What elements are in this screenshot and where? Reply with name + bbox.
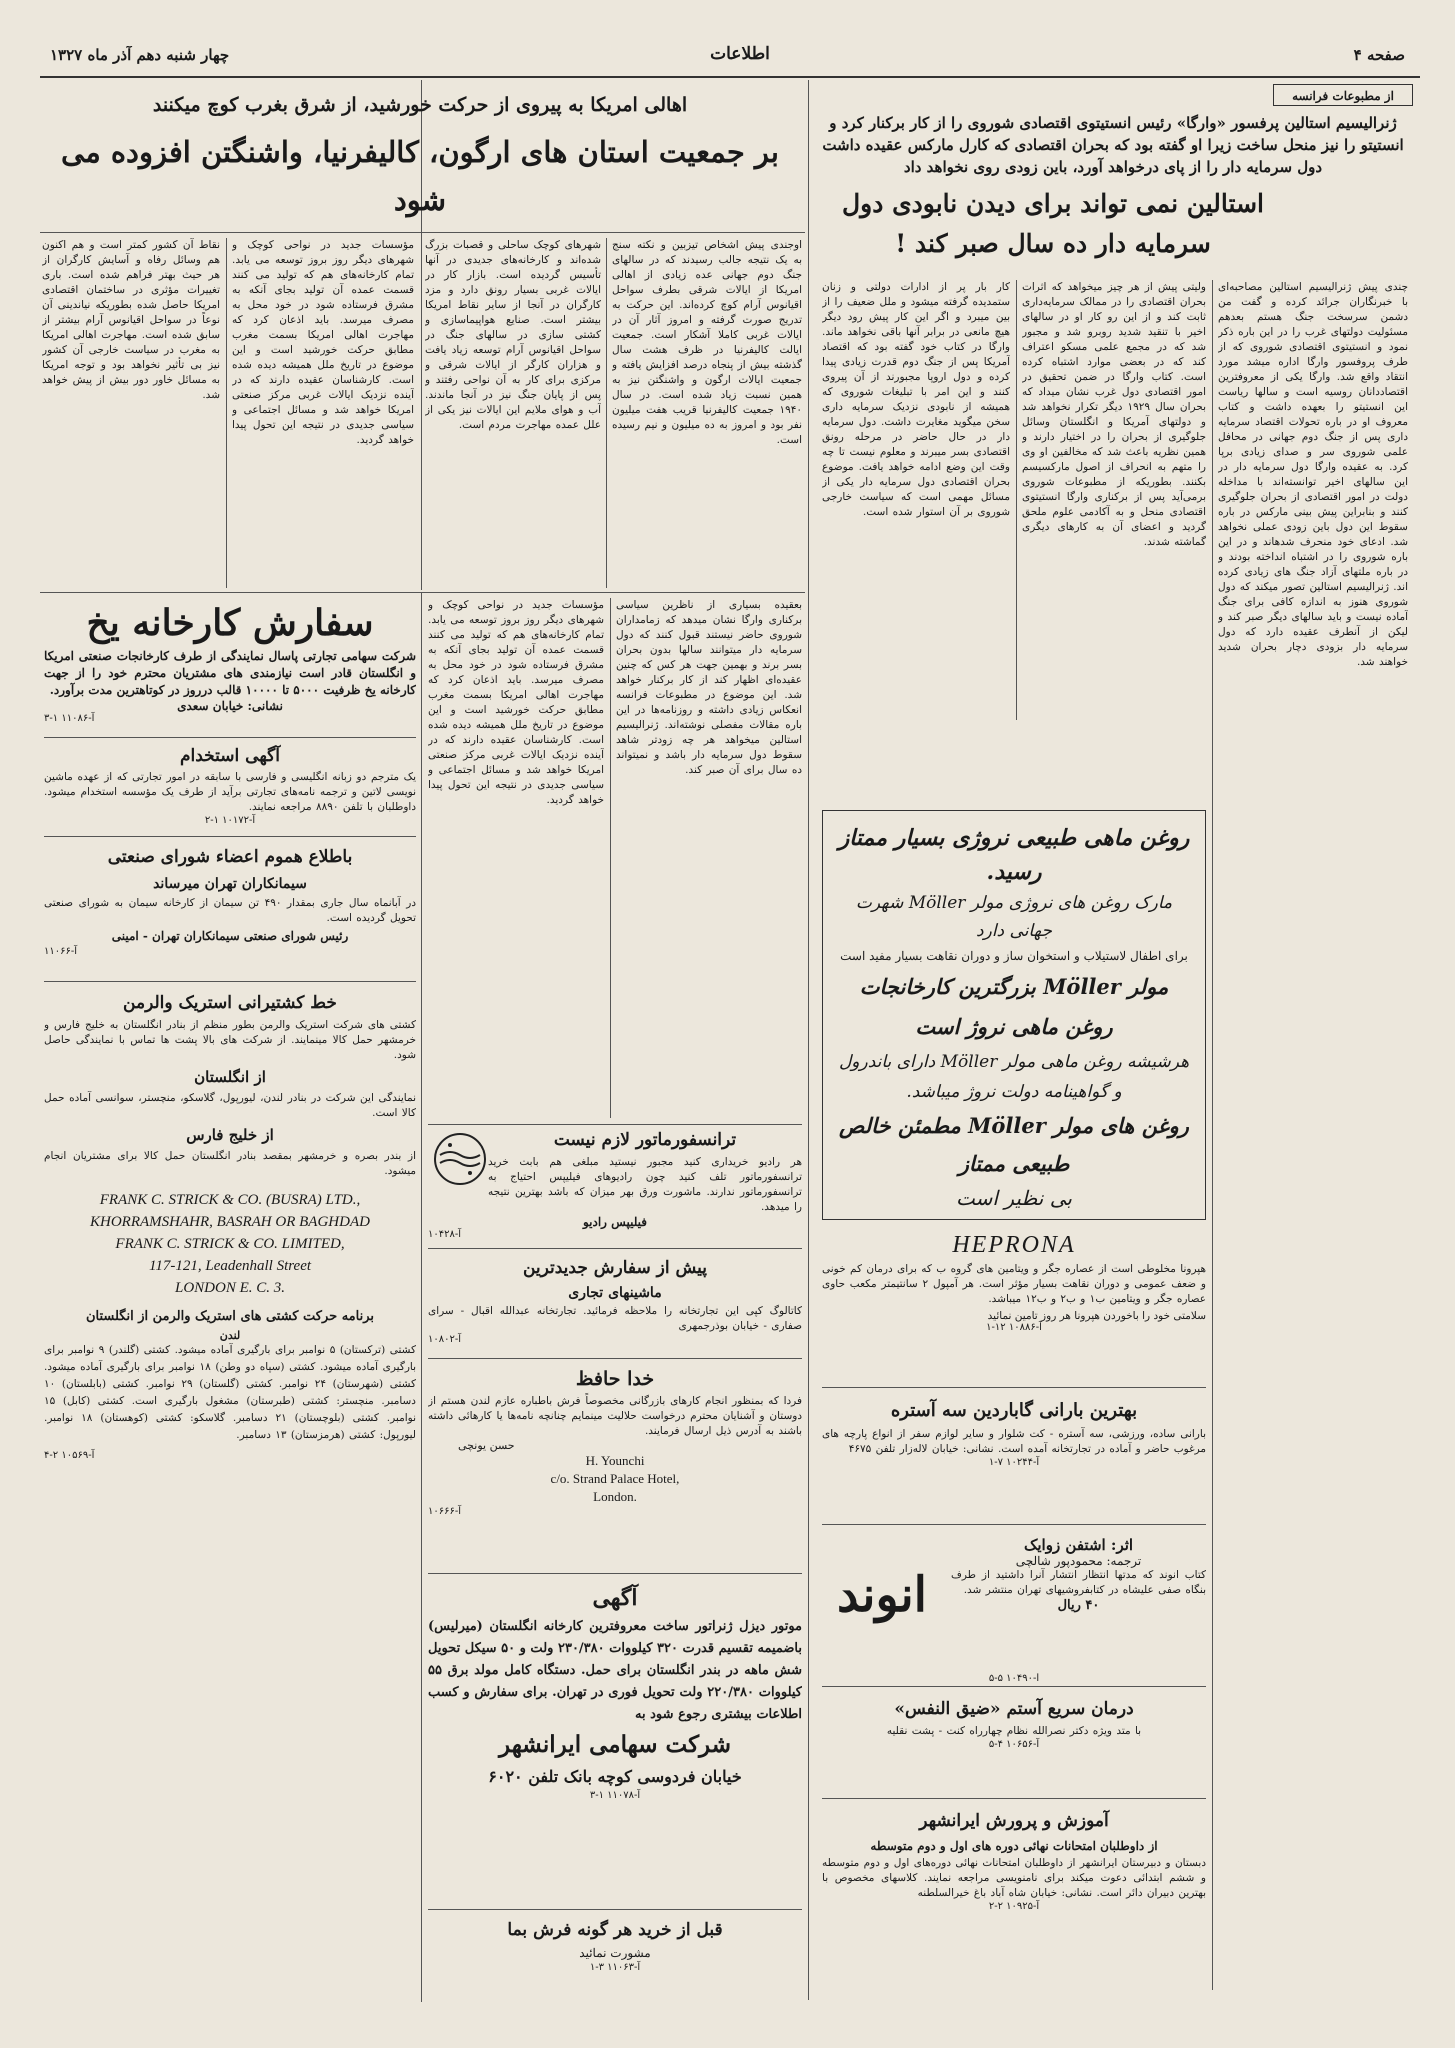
strick-en-4: 117-121, Leadenhall Street xyxy=(148,1258,312,1274)
moller-line-7: بی نظیر است xyxy=(956,1186,1072,1210)
typewriter-body: کاتالوگ کپی این تجارتخانه را ملاحظه فرمائید. تجارتخانه عبدالله اقبال - سرای صفاری - خیابان بوذرجمهری xyxy=(428,1305,802,1332)
cement-title: باطلاع هموم اعضاء شورای صنعتی xyxy=(107,847,353,867)
left-col-4: نقاط آن کشور کمتر است و هم اکنون هم وسائل رفاه و آسایش کارگران از هر حیث بهتر فراهم شده است. باری تغییرات مؤثری در ساختمان اقتصادی امریکا حاصل شده بطوریکه نیاندینی آن نوعاً در سواحل اقیانوس آرام بیشتر از سابق شده است. مهاجرت اهالی امریکا به مغرب در سیاست خارجی آن کشور نیز بی تأثیر نخواهد بود و توجه امریکا به مسائل خاور دور بیش از پیش خواهد شد. xyxy=(42,239,220,401)
farewell-title: خدا حافظ xyxy=(575,1368,655,1390)
transformer-title: ترانسفورماتور لازم نیست xyxy=(553,1130,737,1150)
typewriter-title: پیش از سفارش جدیدترین xyxy=(522,1258,708,1278)
right-col-1: چندی پیش ژنرالیسیم استالین مصاحبه‌ای با خبرنگاران جرائد کرده و گفت من دشمن سرسخت جنگ هستم بعدهم مسئولیت دولتهای غرب را در این باره ذکر نمود و انستیتوی اقتصادی شوروی که از طرف پروفسور وارگا اداره میشد مورد انتقاد واقع شد. وارگا یکی از معروفترین اقتصاددانان روسیه است و سالها ریاست این انستیتو را بعهده داشت و کتاب معروف او در باره تحولات اقتصاد سرمایه داری پس از جنگ دوم جهانی در محافل علمی شوروی سر و صدای زیادی برپا کرد. به عقیده وارگا دول سرمایه دار در این سالهای اخیر توانسته‌اند با مداخله دولت در امور اقتصادی از بحران جلوگیری کنند و بنابراین پیش بینی مارکس در باره سقوط این دول باین زودی عملی نخواهد شد. ادعای خود منحرف شدهاند و در این باره شوروی را در اشتباه انداخته بودند و در باره ملتهای آزاد جنگ های زیادی کرده اند. ژنرالیسیم استالین تصور میکند که دول شوروی هنوز به اندازه کافی برای جنگ آماده نیست و باید سالهای دیگر صبر کند و لیکن از آنطرف عقیده دارد که دول سرمایه دار بزودی دچار بحران شدید خواهند شد. xyxy=(1218,281,1408,668)
farewell-signature: حسن یونچی xyxy=(458,1439,515,1452)
ice-factory-body: شرکت سهامی تجارتی پاسال نمایندگی از طرف کارخانجات صنعتی امریکا و انگلستان قادر است نیازمندی های مشتریان محترم خود را از جهت کارخانه یخ ظرفیت ۵۰۰۰ تا ۱۰۰۰۰ قالب درروز در کوتاهترین مدت برآورد. xyxy=(44,649,416,697)
cement-ad xyxy=(44,842,416,982)
education-body: دبستان و دبیرستان ایرانشهر از داوطلبان امتحانات نهائی دوره‌های اول و دوم متوسطه و ششم ابتدائی دعوت میکند برای نامنویسی مراجعه نمایند. کلاسهای مخصوص با بهترین دبیران دائر است. نشانی: خیابان شاه آباد باغ خیرالسلطنه xyxy=(822,1857,1206,1899)
farewell-body: فردا که بمنظور انجام کارهای بازرگانی مخصوصاً فرش باطباره عازم لندن هستم از دوستان و آشنایان محترم درخواست حلالیت مینمایم چنانچه نامه‌ها یا کارهائی داشته باشند به آدرس ذیل ارسال فرمایند. xyxy=(428,1395,802,1437)
right-kicker: ژنرالیسیم استالین پرفسور «وارگا» رئیس انستیتوی اقتصادی شوروی را از کار برکنار کرد و انستیتو را نیز منحل ساخت زیرا او گفته بود که بحران اقتصادی که کارل مارکس عقیده داشت دول سرمایه دار را از پای درخواهد آورد، باین زودی روی نخواهد داد xyxy=(822,114,1404,176)
generator-company: شرکت سهامی ایرانشهر xyxy=(499,1731,731,1758)
strick-en-3: FRANK C. STRICK & CO. LIMITED, xyxy=(115,1236,345,1252)
strick-en-5: LONDON E. C. 3. xyxy=(174,1280,286,1296)
col-rule xyxy=(226,238,227,588)
book-author: اثر: اشتفن زوایک xyxy=(1023,1536,1134,1554)
moller-line-5: هرشیشه روغن ماهی مولر Möller دارای باندرول و گواهینامه دولت نروژ میباشد. xyxy=(838,1052,1190,1102)
generator-body: موتور دیزل ژنراتور ساخت معروفترین کارخانه انگلستان (میرلیس) باضمیمه تقسیم قدرت ۳۲۰ کیلووات ۲۳۰/۳۸۰ ولت و ۵۰ سیکل تحویل شش ماهه در بندر انگلستان برای حمل. دستگاه کامل مولد برق ۵۵ کیلووات ۲۲۰/۳۸۰ ولت تحویل فوری در تهران. برای سفارش و کسب اطلاعات بیشتری رجوع شود به xyxy=(428,1619,802,1722)
transformer-brand: فیلیپس رادیو xyxy=(582,1215,648,1229)
page-number: صفحه ۴ xyxy=(1353,46,1405,64)
education-ad xyxy=(822,1806,1206,1996)
carpet-ad xyxy=(428,1916,802,1996)
transformer-code: آ-۱۰۴۲۸ xyxy=(428,1229,462,1240)
farewell-english xyxy=(428,1452,802,1506)
strick-program-sub: لندن xyxy=(219,1329,241,1342)
book-price: ۴۰ ریال xyxy=(1057,1598,1100,1613)
farewell-en-3: London. xyxy=(593,1489,637,1504)
employment-code: آ-۱۰۱۷۲ ۱-۲ xyxy=(204,815,256,826)
education-title: آموزش و پرورش ایرانشهر xyxy=(919,1811,1109,1831)
philips-logo-icon xyxy=(432,1131,488,1187)
left-kicker: اهالی امریکا به پیروی از حرکت خورشید، از شرق بغرب کوچ میکنند xyxy=(152,94,688,116)
moller-footer xyxy=(833,1219,1195,1220)
heprona-body: هپرونا مخلوطی است از عصاره جگر و ویتامین های گروه ب که برای درمان کم خونی و ضعف عمومی و دوران نقاهت بسیار مؤثر است. هر آمپول ۲ سانتیمتر مکعب حاوی عصاره جگر و ویتامین ب۱ و ب۲ و ب۱۲ میباشد. xyxy=(822,1263,1206,1305)
employment-body: یک مترجم دو زبانه انگلیسی و فارسی با سابقه در امور تجارتی که از عهده ماشین نویسی لاتین و ترجمه نامه‌های تجارتی برآید از طرف یک مؤسسه استخدام میشود. داوطلبان با تلفن ۸۸۹۰ مراجعه نمایند. xyxy=(44,771,416,813)
transformer-ad xyxy=(428,1124,802,1249)
strick-england-body: نمایندگی این شرکت در بنادر لندن، لیورپول، گلاسکو، منچستر، سوانسی آماده حمل کالا است. xyxy=(44,1092,416,1119)
moller-line-3: برای اطفال لاستیلاب و استخوان ساز و دوران نقاهت بسیار مفید است xyxy=(840,949,1188,963)
left-col-3: مؤسسات جدید در نواحی کوچک و شهرهای دیگر روز بروز توسعه می یابد. تمام کارخانه‌های هم که تولید می کنند قسمت عمده آن تولید بجای آنکه به مشرق فرستاده شود در خود محل به مصرف میرسد. باید اذعان کرد که مهاجرت اهالی امریکا بسمت مغرب مطابق حرکت خورشید است و این موضوع در تاریخ ملل همیشه دیده شده است. کارشناسان عقیده دارند که در آینده نزدیک ایالات غربی مرکز صنعتی امریکا خواهد شد و مسائل اجتماعی و سیاسی جدیدی در نتیجه این تحول پیدا خواهد گردید. xyxy=(232,239,414,446)
asthma-ad xyxy=(822,1694,1206,1799)
right-section-label-wrap xyxy=(815,82,1415,110)
book-body: کتاب انوند که مدتها انتظار انتشار آنرا داشتید از طرف بنگاه صفی علیشاه در کتابفروشیهای تهران منتشر شد. xyxy=(951,1569,1206,1596)
strick-program-title: برنامه حرکت کشتی های استریک والرمن از انگلستان xyxy=(85,1309,375,1324)
farewell-en-1: H. Younchi xyxy=(585,1453,645,1468)
farewell-ad xyxy=(428,1364,802,1574)
col-rule xyxy=(1212,280,1213,1990)
moller-ad xyxy=(822,810,1206,1220)
ice-factory-ad xyxy=(44,598,416,738)
employment-title: آگهی استخدام xyxy=(180,746,280,766)
strick-english-address xyxy=(44,1189,416,1299)
strick-ad xyxy=(44,988,416,1993)
strick-en-1: FRANK C. STRICK & CO. (BUSRA) LTD., xyxy=(99,1192,361,1208)
generator-ad xyxy=(428,1580,802,1910)
moller-line-4: مولر Möller بزرگترین کارخانجات روغن ماهی نروژ است xyxy=(859,974,1169,1039)
left-headline: بر جمعیت استان های ارگون، کالیفرنیا، واشنگتن افزوده می شود xyxy=(61,135,779,217)
moller-line-6: روغن های مولر Möller مطمئن خالص طبیعی ممتاز xyxy=(839,1113,1189,1176)
book-brand: انوند xyxy=(836,1567,928,1623)
education-subtitle: از داوطلبان امتحانات نهائی دوره های اول و دوم متوسطه xyxy=(870,1839,1158,1853)
strick-title: خط کشتیرانی استریک والرمن xyxy=(123,993,337,1013)
heprona-footer: سلامتی خود را باخوردن هپرونا هر روز تامین نمائید xyxy=(987,1310,1206,1322)
gabardine-code: آ-۱۰۲۴۴ ۷-۱ xyxy=(988,1457,1040,1468)
masthead xyxy=(40,40,1415,72)
heprona-code: آ-۱۰۸۸۶ ۱۲-۱ xyxy=(986,1322,1042,1333)
asthma-body: با متد ویژه دکتر نصرالله نظام چهارراه کنت - پشت نقلیه xyxy=(886,1725,1142,1737)
section-rule xyxy=(40,592,805,593)
transformer-body: هر رادیو خریداری کنید مجبور نیستید مبلغی هم بابت خرید ترانسفورماتور تلف کنید چون رادیوهای فیلیپس احتیاج به ترانسفورماتور ندارند. ماشورت ورق بهر میزان که باشد بهترین نتیجه را میدهد. xyxy=(488,1156,802,1213)
right-col-3: کار بار پر از ادارات دولتی و زنان ستمدیده گرفته میشود و ملل ضعیف را از بین میبرد و اگر این کار پیش رود دیگر هیچ مانعی در برابر آنها باقی نخواهد ماند. وارگا در کتاب خود گفته بود که اقتصاد آمریکا پس از جنگ دوم قدرت زیادی پیدا کرده و دول اروپا مجبورند از آن پیروی کنند و این امر با تبلیغات شوروی که همیشه از نابودی نزدیک سرمایه داری سخن میگوید مغایرت داشت. دول سرمایه دار در حال حاضر در مرحله رونق اقتصادی بسر میبرند و معلوم نیست تا چه وقت این وضع ادامه خواهد یافت. موضوع بحران اقتصادی دول سرمایه دار یکی از مسائل مهمی است که سیاست خارجی شوروی بر آن استوار شده است. xyxy=(822,281,1010,518)
heprona-title: HEPRONA xyxy=(952,1232,1076,1258)
cement-body: در آبانماه سال جاری بمقدار ۴۹۰ تن سیمان از کارخانه سیمان به شورای صنعتی تحویل گردیده است. xyxy=(44,897,416,924)
moller-line-1: روغن ماهی طبیعی نروژی بسیار ممتاز رسید. xyxy=(838,825,1190,885)
farewell-code: آ-۱۰۶۶۶ xyxy=(428,1506,462,1517)
book-translator: ترجمه: محمودپور شالچی xyxy=(1015,1554,1142,1568)
cement-signature: رئیس شورای صنعتی سیمانکاران تهران - امینی xyxy=(111,929,349,943)
generator-address: خیابان فردوسی کوچه بانک تلفن ۶۰۲۰ xyxy=(488,1767,742,1786)
farewell-en-2: c/o. Strand Palace Hotel, xyxy=(550,1471,680,1486)
ice-factory-address: نشانی: خیابان سعدی xyxy=(177,699,283,713)
section-divider xyxy=(808,80,809,2000)
strick-code: آ-۱۰۵۶۹ ۲-۴ xyxy=(44,1450,95,1461)
typewriter-code: آ-۱۰۸۰۲ xyxy=(428,1334,462,1345)
typewriter-ad xyxy=(428,1254,802,1359)
carpet-title: قبل از خرید هر گونه فرش بما xyxy=(507,1920,723,1940)
strick-from-england: از انگلستان xyxy=(194,1068,266,1086)
right-col-2: ولیتی پیش از هر چیز میخواهد که اثرات بحران اقتصادی را در ممالک سرمایه‌داری ثابت کند و از این رو کار او در سالهای اخیر با تنقید شدید روبرو شد و مجبور شد که در مجمع علمی مسکو اعتراف کند که در بعضی موارد اشتباه کرده است. کتاب وارگا در ضمن تحقیق در امور اقتصادی دول غرب نشان میداد که بحران سال ۱۹۲۹ دیگر تکرار نخواهد شد و دولتهای آمریکا و انگلستان وسائل جلوگیری از بحران را در اختیار دارند و همین نظریه باعث شد که مخالفین او وی را متهم به انحراف از اصول مارکسیسم بکنند. بطوریکه از مطبوعات شوروی برمی‌آید پس از برکناری وارگا انستیتوی اقتصادی منحل و به آکادمی علوم ملحق گردید و اعضای آن به کارهای دیگری گماشته شدند. xyxy=(1022,281,1206,548)
left-col-1: اوجندی پیش اشخاص تیزبین و نکته سنج به یک نتیجه جالب رسیدند که در سالهای جنگ دوم جهانی عده زیادی از اهالی امریکا از ایالات شرقی بطرف سواحل اقیانوس آرام کوچ کرده‌اند. این حرکت به تدریج صورت گرفته و امروز آثار آن در ایالات غربی کاملا آشکار است. جمعیت ایالت کالیفرنیا در ظرف هشت سال گذشته بیش از پنجاه درصد افزایش یافته و جمعیت ایالات ارگون و واشنگتن نیز به همین نسبت زیاد شده است. در سال ۱۹۴۰ جمعیت کالیفرنیا قریب هفت میلیون نفر بود و امروز به ده میلیون و نیم رسیده است. xyxy=(612,239,802,446)
moller-line-2: مارک روغن های نروژی مولر Möller شهرت جهانی دارد xyxy=(855,893,1173,941)
col-rule xyxy=(606,238,607,588)
strick-body: کشتی های شرکت استریک والرمن بطور منظم از بنادر انگلستان به خلیج فارس و خرمشهر حمل کالا مینمایند. از شرکت های بالا پشت ها تماس با نمایندگی حاصل شود. xyxy=(44,1019,416,1061)
ice-factory-code: آ-۱۱۰۸۶ ۱-۳ xyxy=(44,713,95,724)
employment-ad xyxy=(44,742,416,837)
headline-rule xyxy=(40,232,805,233)
asthma-title: درمان سریع آستم «ضیق النفس» xyxy=(894,1699,1134,1719)
left-col-2: شهرهای کوچک ساحلی و قصبات بزرگ شده‌اند و کارخانه‌های جدیدی در آنها تأسیس گردیده است. بازار کار در ایالات غربی بسیار رونق دارد و مزد کارگران در آنجا از سایر نقاط امریکا بیشتر است. صنایع هواپیماسازی و کشتی سازی در سالهای جنگ در سواحل اقیانوس آرام توسعه زیاد یافت و هزاران کارگر از ایالات شرقی و مرکزی برای کار به آن نواحی رفتند و پس از پایان جنگ نیز در آنجا ماندند. آب و هوای ملایم این ایالات نیز یکی از علل عمده مهاجرت مردم است. xyxy=(425,239,601,431)
book-ad xyxy=(822,1532,1206,1687)
strick-en-2: KHORRAMSHAHR, BASRAH OR BAGHDAD xyxy=(90,1214,370,1230)
cement-subtitle: سیمانکاران تهران میرساند xyxy=(153,876,307,892)
strick-gulf-body: از بندر بصره و خرمشهر بمقصد بنادر انگلستان حمل کالا برای مشتریان انجام میشود. xyxy=(44,1150,416,1177)
generator-code: آ-۱۱۰۷۸ ۱-۳ xyxy=(589,1790,641,1801)
heprona-ad xyxy=(822,1228,1206,1388)
carpet-code: آ-۱۱۰۶۳ ۳-۱ xyxy=(589,1962,641,1973)
newspaper-name: اطلاعات xyxy=(710,44,770,64)
book-code: آ-۱۰۴۹۰ ۵-۵ xyxy=(988,1673,1040,1684)
masthead-rule xyxy=(40,76,1420,78)
right-headline: استالین نمی تواند برای دیدن نابودی دول سرمایه دار ده سال صبر کند ! xyxy=(842,189,1264,258)
left-col-1-cont: بعقیده بسیاری از ناظرین سیاسی برکناری وارگا نشان میدهد که زمامداران شوروی حاضر نیستند قبول کنند که دول سرمایه دار میتوانند سالها بدون بحران بسر برند و بهمین جهت هر کس که چنین عقیده‌ای اظهار کند از کار برکنار خواهد شد. این موضوع در مطبوعات فرانسه انعکاس زیادی داشته و روزنامه‌ها در این باره مقالات مفصلی نوشته‌اند. ژنرالیسیم استالین میخواهد هر چه زودتر شاهد سقوط دول سرمایه دار باشد و نمیتواند ده سال برای آن صبر کند. xyxy=(616,599,802,776)
section-label: از مطبوعات فرانسه xyxy=(1273,84,1413,106)
col-rule xyxy=(610,598,611,1118)
strick-from-gulf: از خلیج فارس xyxy=(186,1126,274,1144)
gabardine-body: بارانی ساده، ورزشی، سه آستره - کت شلوار و سایر لوازم سفر از انواع پارچه های مرغوب حاضر و آماده در تجارتخانه آمده است. نشانی: خیابان لاله‌زار تلفن ۴۶۷۵ xyxy=(822,1428,1206,1455)
ads-col-rule xyxy=(421,592,422,2002)
ice-factory-title: سفارش کارخانه یخ xyxy=(86,602,374,644)
carpet-subtitle: مشورت نمائید xyxy=(579,1946,651,1960)
gabardine-title: بهترین بارانی گاباردین سه آستره xyxy=(890,1400,1138,1421)
col-rule xyxy=(1016,280,1017,720)
gabardine-ad xyxy=(822,1395,1206,1525)
cement-code: آ-۱۱۰۶۶ xyxy=(44,946,78,957)
generator-title: آگهی xyxy=(592,1585,638,1611)
issue-date: چهار شنبه دهم آذر ماه ۱۳۲۷ xyxy=(50,46,230,64)
asthma-code: آ-۱۰۶۵۶ ۴-۵ xyxy=(988,1739,1040,1750)
education-code: آ-۱۰۹۲۵ ۲-۲ xyxy=(988,1901,1040,1912)
left-col-2-cont: مؤسسات جدید در نواحی کوچک و شهرهای دیگر روز بروز توسعه می یابد. تمام کارخانه‌های هم که تولید می کنند قسمت عمده آن تولید بجای آنکه به مشرق فرستاده شود در خود محل به مصرف میرسد. باید اذعان کرد که مهاجرت اهالی امریکا بسمت مغرب مطابق حرکت خورشید است و این موضوع در تاریخ ملل همیشه دیده شده است. کارشناسان عقیده دارند که در آینده نزدیک ایالات غربی مرکز صنعتی امریکا خواهد شد و مسائل اجتماعی و سیاسی جدیدی در نتیجه این تحول پیدا خواهد گردید. xyxy=(428,599,604,806)
strick-program-body: کشتی (ترکستان) ۵ نوامبر برای بارگیری آماده میشود. کشتی (گلندر) ۹ نوامبر برای بارگیری آماده میشود. کشتی (سپاه دو وطن) ۱۸ نوامبر برای بارگیری آماده میشود. کشتی (شهرستان) ۲۴ نوامبر. کشتی (گلستان) ۲۹ نوامبر. کشتی (بابلستان) ۱۰ دسامبر. منچستر: کشتی (طبرستان) مشغول بارگیری است. کشتی (کابل) ۱۵ نوامبر. کشتی (بلوچستان) ۲۱ دسامبر. گلاسکو: کشتی (کوهستان) ۱۸ نوامبر. لیورپول: کشتی (هرمزستان) ۱۳ دسامبر. xyxy=(44,1344,416,1441)
typewriter-subtitle: ماشینهای تجاری xyxy=(568,1285,662,1301)
